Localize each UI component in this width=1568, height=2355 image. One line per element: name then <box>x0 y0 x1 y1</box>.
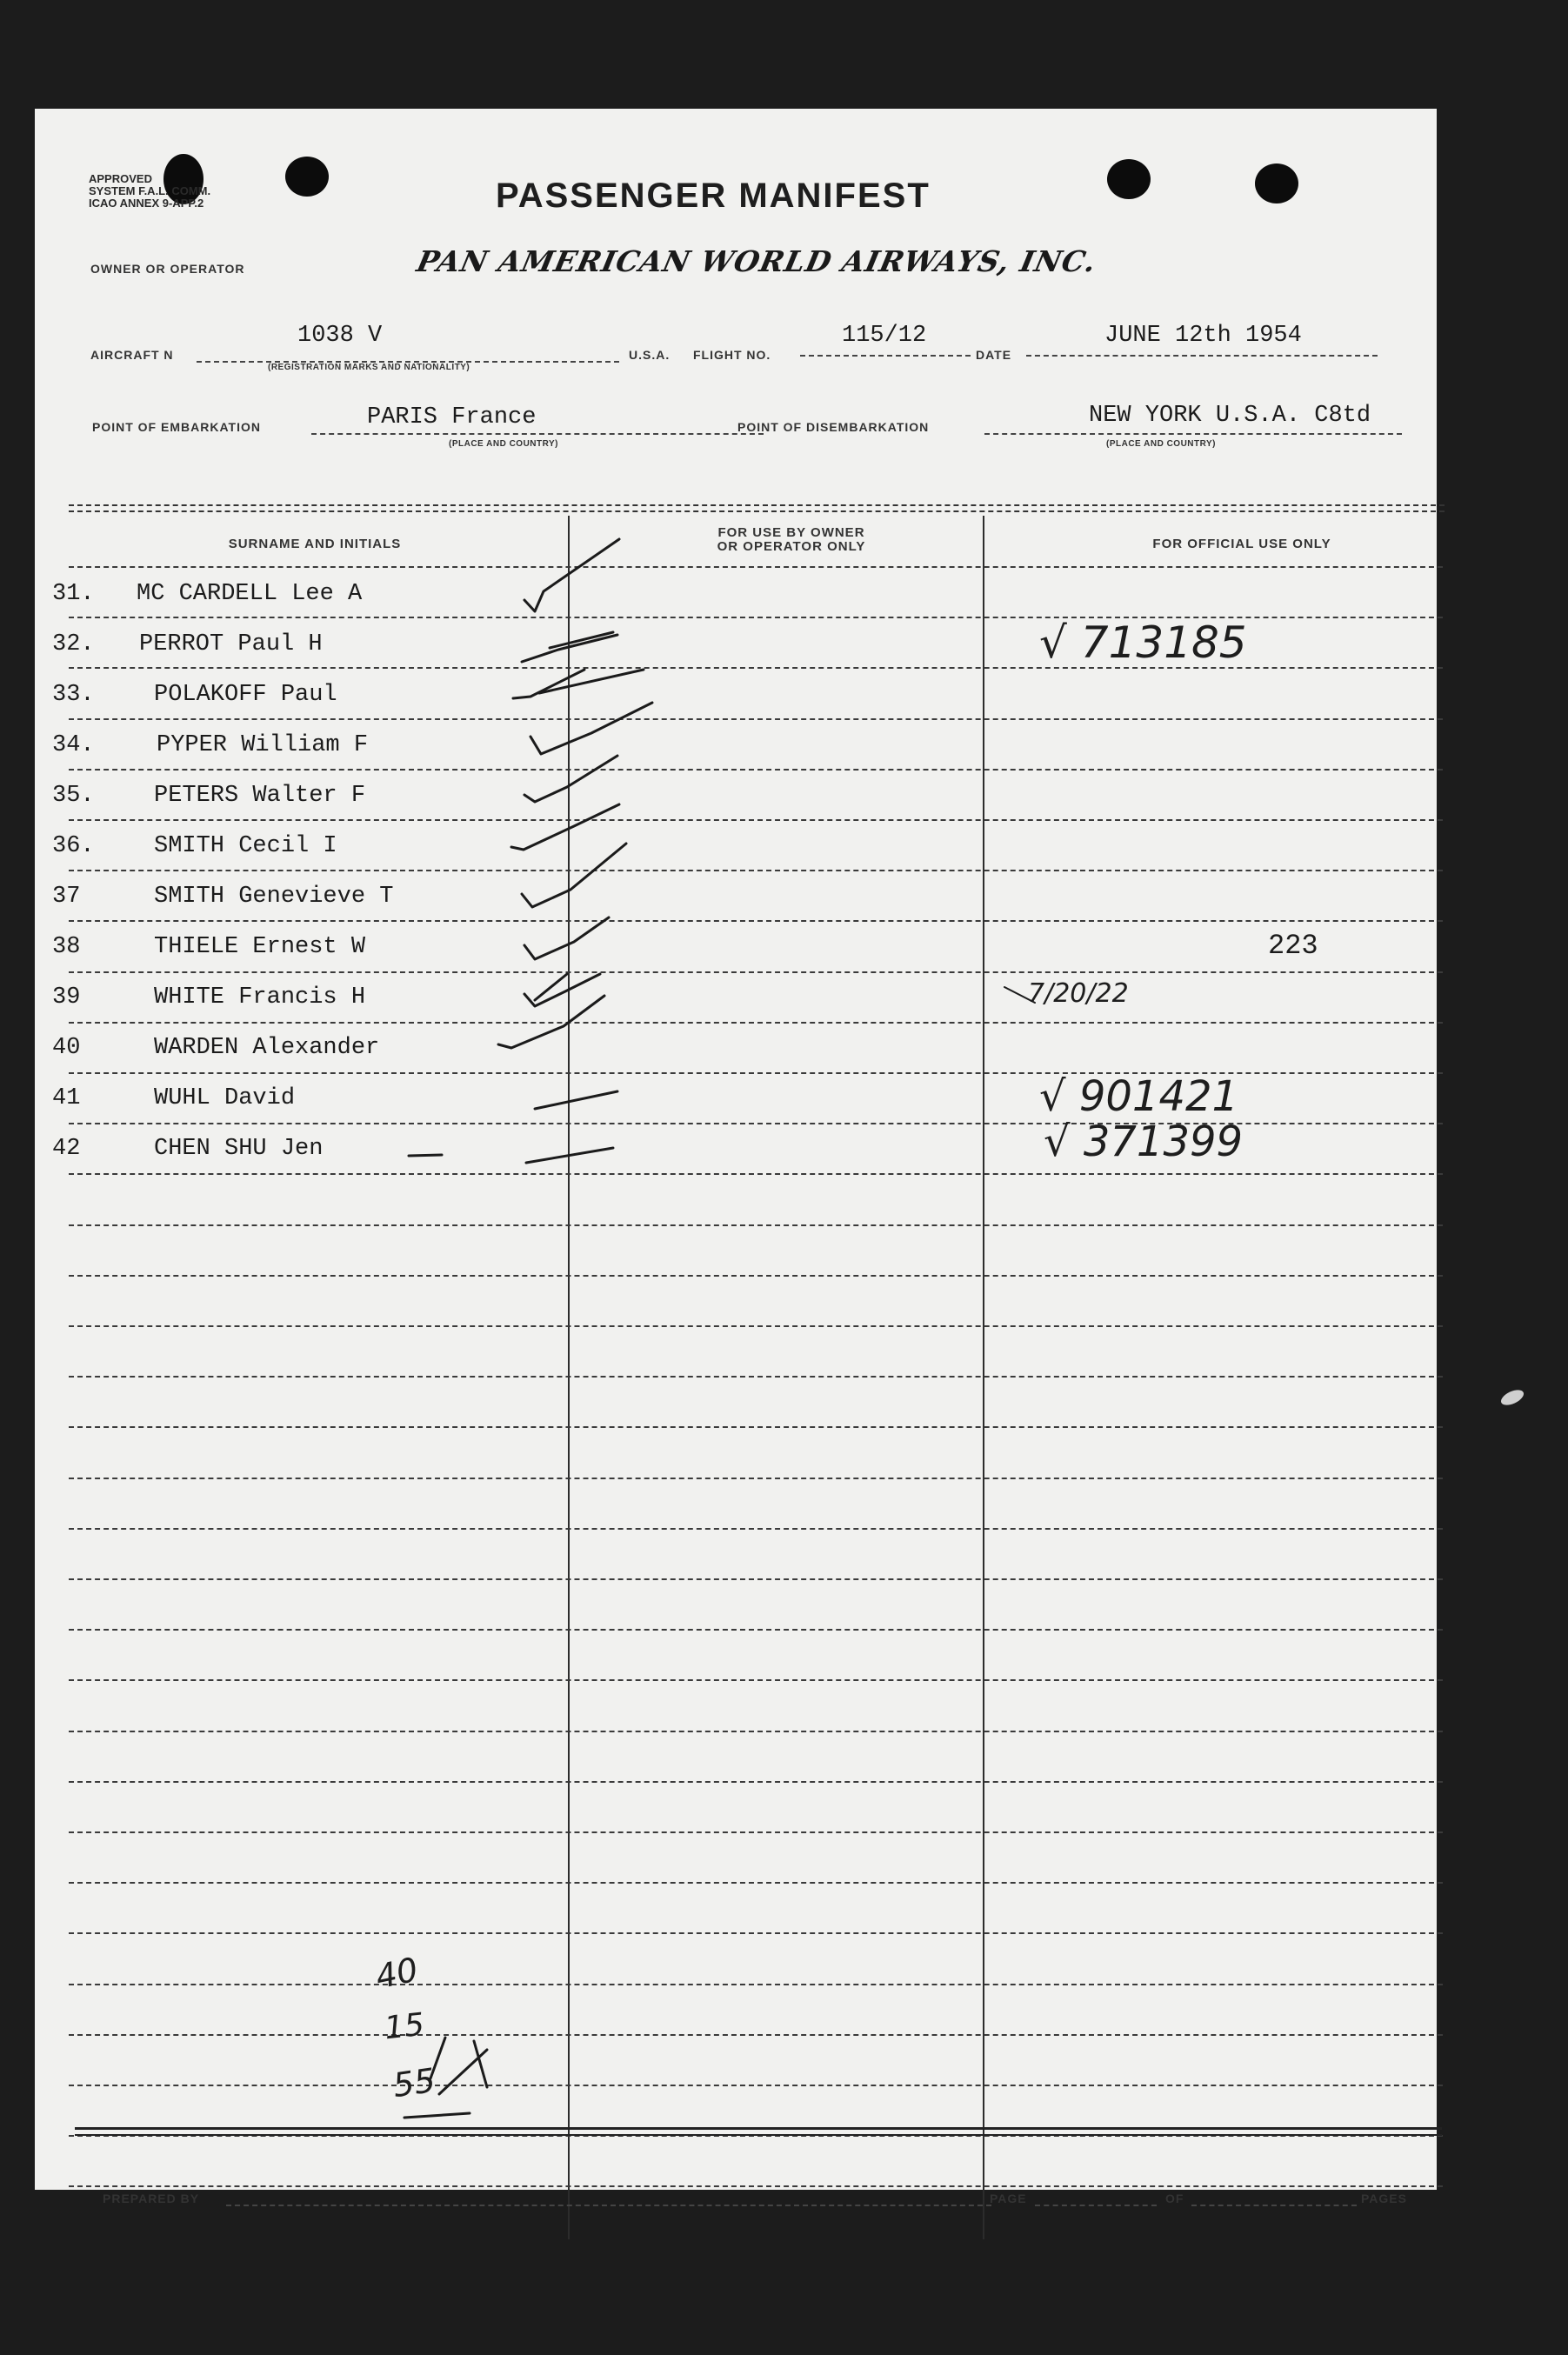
row-number: 37 <box>52 884 81 910</box>
row-number: 36. <box>52 833 95 859</box>
row-number: 41 <box>52 1085 81 1111</box>
check-mark-icon <box>513 670 584 698</box>
tally-number: 15 <box>382 2006 426 2047</box>
row-number: 33. <box>52 682 95 708</box>
date-value: JUNE 12th 1954 <box>1104 323 1302 349</box>
check-mark-icon <box>530 703 652 754</box>
official-note: 223 <box>1268 930 1318 962</box>
aircraft-value: 1038 V <box>297 323 383 349</box>
check-mark-icon <box>539 670 644 693</box>
passenger-name: THIELE Ernest W <box>154 934 366 960</box>
embark-sublabel: (PLACE AND COUNTRY) <box>449 439 558 449</box>
official-note: √ 371399 <box>1044 1117 1244 1166</box>
owner-label: OWNER OR OPERATOR <box>90 262 245 276</box>
column-header-owner-line: FOR USE BY OWNER <box>717 525 865 540</box>
date-label: DATE <box>976 348 1012 362</box>
operator-name: PAN AMERICAN WORLD AIRWAYS, INC. <box>413 244 1100 278</box>
passenger-name: CHEN SHU Jen <box>154 1136 324 1162</box>
check-mark-icon <box>524 917 609 959</box>
passenger-name: MC CARDELL Lee A <box>137 581 363 607</box>
page-label: PAGE <box>990 2192 1027 2205</box>
check-mark-icon <box>511 804 619 850</box>
row-number: 42 <box>52 1136 81 1162</box>
row-number: 40 <box>52 1035 81 1061</box>
prepared-label: PREPARED BY <box>103 2192 200 2205</box>
page-title: PASSENGER MANIFEST <box>496 177 931 215</box>
official-note: √ 901421 <box>1039 1072 1239 1121</box>
official-note: √ 713185 <box>1039 617 1247 668</box>
row-number: 39 <box>52 984 81 1011</box>
scan-speck <box>1498 1387 1525 1409</box>
passenger-name: SMITH Genevieve T <box>154 884 394 910</box>
approval-line: ICAO ANNEX 9-APP.2 <box>89 197 204 210</box>
tally-slash-icon <box>439 2050 487 2094</box>
check-mark-icon <box>522 844 626 907</box>
aircraft-sublabel: (REGISTRATION MARKS AND NATIONALITY) <box>268 363 470 372</box>
flight-label: FLIGHT NO. <box>693 348 771 362</box>
row-number: 38 <box>52 934 81 960</box>
stray-mark-icon <box>1004 987 1035 1003</box>
column-header-owner-line: OR OPERATOR ONLY <box>717 539 866 554</box>
passenger-name: WARDEN Alexander <box>154 1035 380 1061</box>
manifest-sheet <box>35 109 1437 2205</box>
embark-label: POINT OF EMBARKATION <box>92 420 261 434</box>
dash-mark-icon <box>526 1148 613 1163</box>
footer-rule <box>75 2134 1442 2136</box>
of-label: OF <box>1165 2192 1184 2205</box>
passenger-name: WHITE Francis H <box>154 984 366 1011</box>
check-mark-icon <box>498 996 604 1048</box>
official-note: 7/20/22 <box>1028 978 1129 1009</box>
passenger-name: PETERS Walter F <box>154 783 366 809</box>
row-number: 32. <box>52 631 95 657</box>
footer-rule <box>75 2127 1442 2130</box>
row-number: 34. <box>52 732 95 758</box>
aircraft-label: AIRCRAFT N <box>90 348 174 362</box>
handwritten-check-marks <box>35 109 1437 2190</box>
passenger-name: POLAKOFF Paul <box>154 682 337 708</box>
row-number: 31. <box>52 581 95 607</box>
column-header-name: SURNAME AND INITIALS <box>228 537 402 551</box>
disembark-value: NEW YORK U.S.A. C8td <box>1089 403 1371 429</box>
check-mark-icon <box>522 635 617 662</box>
passenger-name: WUHL David <box>154 1085 296 1111</box>
passenger-name: PERROT Paul H <box>139 631 323 657</box>
check-mark-icon <box>535 974 567 1000</box>
check-mark-icon <box>524 756 617 802</box>
approval-line: SYSTEM F.A.L. COMM. <box>89 184 211 197</box>
check-mark-icon <box>524 539 619 611</box>
dash-mark-icon <box>409 1155 442 1156</box>
flight-value: 115/12 <box>842 323 927 349</box>
usa-label: U.S.A. <box>629 348 671 362</box>
disembark-label: POINT OF DISEMBARKATION <box>737 420 930 434</box>
tally-number: 55 <box>390 2060 438 2105</box>
dash-mark-icon <box>535 1091 617 1109</box>
disembark-sublabel: (PLACE AND COUNTRY) <box>1106 439 1216 449</box>
passenger-name: SMITH Cecil I <box>154 833 337 859</box>
check-mark-icon <box>550 632 613 648</box>
passenger-name: PYPER William F <box>157 732 369 758</box>
row-number: 35. <box>52 783 95 809</box>
tally-stroke-icon <box>474 2041 487 2087</box>
approval-line: APPROVED <box>89 172 152 185</box>
pages-label: PAGES <box>1361 2192 1407 2205</box>
column-header-official: FOR OFFICIAL USE ONLY <box>1152 537 1331 551</box>
tally-number: 40 <box>371 1950 422 1997</box>
embark-value: PARIS France <box>367 404 537 430</box>
tally-underline-icon <box>404 2113 470 2118</box>
